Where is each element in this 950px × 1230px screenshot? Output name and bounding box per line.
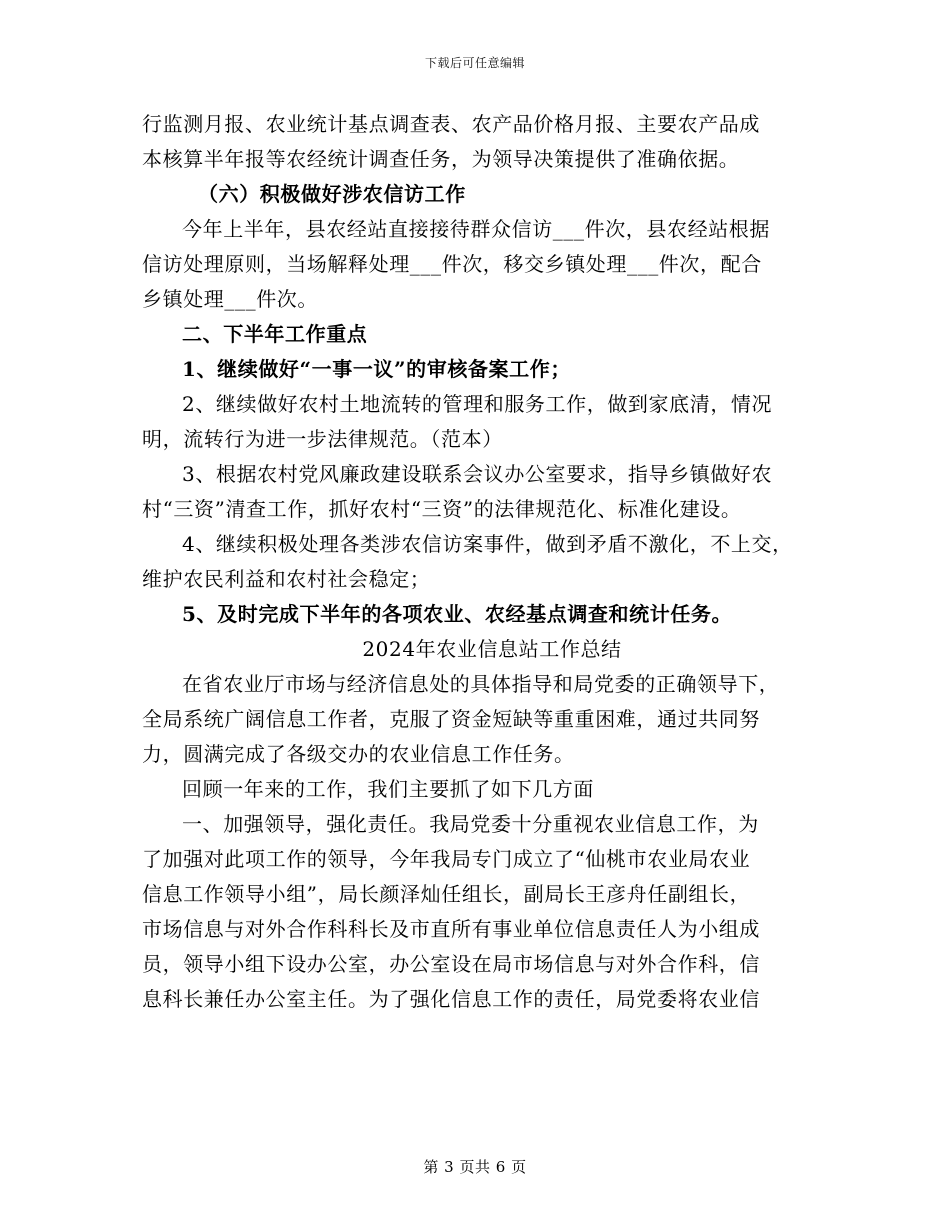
list-item: 3、根据农村党风廉政建设联系会议办公室要求，指导乡镇做好农 bbox=[182, 462, 773, 486]
paragraph-line: 在省农业厅市场与经济信息处的具体指导和局党委的正确领导下， bbox=[182, 672, 780, 696]
paragraph-line: 维护农民利益和农村社会稳定； bbox=[142, 567, 431, 591]
paragraph-line: 市场信息与对外合作科科长及市直所有事业单位信息责任人为小组成 bbox=[142, 917, 760, 941]
paragraph-line: 明，流转行为进一步法律规范。（范本） bbox=[142, 427, 503, 451]
paragraph-line: 村“三资”清查工作，抓好农村“三资”的法律规范化、标准化建设。 bbox=[142, 497, 742, 521]
paragraph-line: 信息工作领导小组”，局长颜泽灿任组长，副局长王彦舟任副组长， bbox=[142, 882, 751, 906]
paragraph-line: 乡镇处理___件次。 bbox=[142, 287, 318, 311]
paragraph-line: 息科长兼任办公室主任。为了强化信息工作的责任，局党委将农业信 bbox=[142, 987, 760, 1011]
paragraph-line: 本核算半年报等农经统计调查任务，为领导决策提供了准确依据。 bbox=[142, 147, 740, 171]
list-item: 2、继续做好农村土地流转的管理和服务工作，做到家底清，情况 bbox=[182, 392, 773, 416]
paragraph-line: 全局系统广阔信息工作者，克服了资金短缺等重重困难，通过共同努 bbox=[142, 707, 760, 731]
list-item-bold: 5、及时完成下半年的各项农业、农经基点调查和统计任务。 bbox=[182, 602, 733, 626]
list-item-bold: 1、继续做好“一事一议”的审核备案工作； bbox=[182, 357, 571, 381]
paragraph-line: 信访处理原则，当场解释处理___件次，移交乡镇处理___件次，配合 bbox=[142, 252, 762, 276]
document-body bbox=[142, 112, 812, 1022]
paragraph-line: 回顾一年来的工作，我们主要抓了如下几方面 bbox=[182, 777, 594, 801]
page-header: 下载后可任意编辑 bbox=[424, 56, 525, 70]
page-footer: 第 3 页共 6 页 bbox=[423, 1158, 527, 1176]
paragraph-line: 行监测月报、农业统计基点调查表、农产品价格月报、主要农产品成 bbox=[142, 112, 760, 136]
paragraph-line: 员，领导小组下设办公室，办公室设在局市场信息与对外合作科，信 bbox=[142, 952, 760, 976]
document-title: 2024年农业信息站工作总结 bbox=[362, 637, 622, 661]
paragraph-line: 今年上半年，县农经站直接接待群众信访___件次，县农经站根据 bbox=[182, 217, 770, 241]
paragraph-line: 了加强对此项工作的领导，今年我局专门成立了“仙桃市农业局农业 bbox=[142, 847, 751, 871]
list-item: 4、继续积极处理各类涉农信访案事件，做到矛盾不激化，不上交， bbox=[182, 532, 793, 556]
section-heading: （六）积极做好涉农信访工作 bbox=[198, 182, 466, 206]
paragraph-line: 力，圆满完成了各级交办的农业信息工作任务。 bbox=[142, 742, 575, 766]
section-heading: 二、下半年工作重点 bbox=[182, 322, 368, 346]
paragraph-line: 一、加强领导，强化责任。我局党委十分重视农业信息工作，为 bbox=[182, 812, 759, 836]
